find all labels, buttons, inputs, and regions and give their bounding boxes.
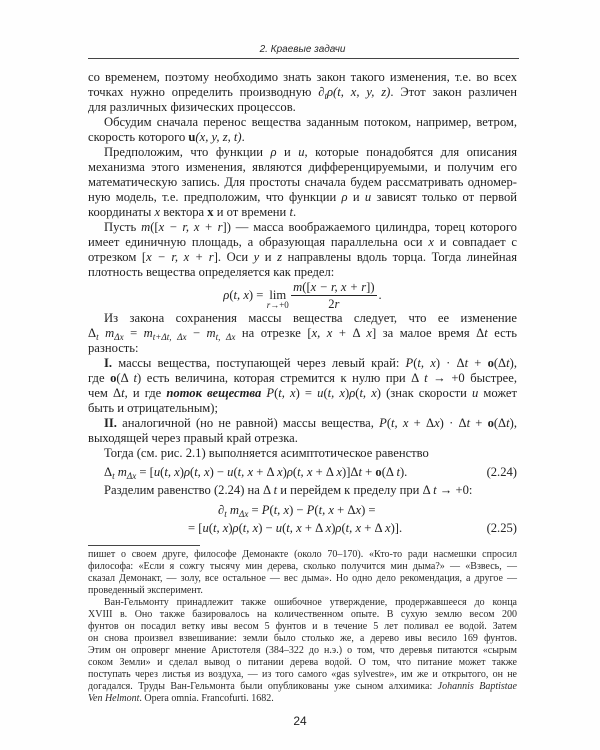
text-run: + — [362, 465, 376, 479]
math-italic: x — [385, 521, 391, 535]
text-run: + Δ — [253, 465, 278, 479]
math-italic: ρ — [270, 145, 277, 159]
limit-operator — [266, 288, 289, 310]
text-line — [88, 235, 517, 250]
math-subscript: t, Δx — [215, 331, 236, 342]
math-italic: ρ — [183, 465, 190, 479]
text-run: и совпадает с — [433, 235, 517, 249]
equation-body — [88, 519, 402, 537]
text-run: имеет единичную площадь, а образующая параллельна оси — [88, 235, 429, 249]
text-run: ) = — [361, 503, 376, 517]
text-run: ]) — [366, 279, 375, 294]
math-italic: t — [424, 371, 428, 385]
text-run: ), — [509, 416, 517, 430]
density-limit-equation — [88, 280, 517, 311]
text-run: ) − — [289, 503, 307, 517]
text-run: + Δ — [361, 521, 386, 535]
math-italic: x — [277, 465, 283, 479]
text-run: ную модель, т.е. предположим, что функции — [88, 190, 342, 204]
bold-text: x — [207, 205, 214, 219]
text-run: ] за малое время Δ — [371, 326, 485, 340]
text-run: ( — [229, 288, 234, 302]
text-run: ). — [399, 465, 408, 479]
math-italic: P — [306, 503, 315, 517]
math-italic: t — [289, 205, 293, 219]
text-line: математическую запись. Для простоты сначала будем рассматривать одномер- — [88, 175, 517, 189]
text-run: ( — [269, 503, 274, 517]
paragraph — [88, 446, 517, 461]
text-run: + Δ — [332, 326, 367, 340]
text-run: координаты — [88, 205, 155, 219]
text-line: выходящей через правый край отрезка. — [88, 431, 298, 445]
math-italic: m — [229, 503, 240, 517]
math-italic: x — [428, 235, 434, 249]
text-line — [88, 681, 517, 693]
text-run: зависят только от первой — [371, 190, 517, 204]
text-run: Разделим равенство (2.24) на Δ — [104, 483, 274, 497]
math-italic: t, x — [194, 465, 210, 479]
text-run: ([ — [302, 279, 311, 294]
fraction — [291, 280, 376, 312]
text-run: 2 — [328, 296, 335, 311]
text-line — [88, 190, 517, 205]
math-italic: t — [273, 483, 278, 497]
text-run: ]. Оси — [213, 250, 254, 264]
math-italic: t, x — [318, 503, 334, 517]
text-run: массы вещества, поступающей через левый край: — [112, 356, 406, 370]
math-italic: t — [396, 465, 400, 479]
math-italic: t, x — [417, 356, 436, 370]
text-run: ), — [509, 356, 517, 370]
text-run: = — [248, 503, 262, 517]
text-run: ) − — [258, 521, 276, 535]
math-italic: r — [266, 300, 271, 310]
text-line: Обсудим сначала перенос вещества заданным потоком, например, ветром, — [104, 115, 517, 129]
paragraph — [88, 220, 517, 280]
text-run: ([ — [150, 220, 159, 234]
math-italic: u — [227, 465, 234, 479]
text-run: отрезком [ — [88, 250, 147, 264]
text-run: = [ — [188, 521, 203, 535]
text-run: Δ — [88, 326, 97, 340]
text-run: есть — [487, 326, 518, 340]
text-run: ( — [413, 356, 418, 370]
math-italic: t, x — [327, 386, 345, 400]
bold-text: o — [487, 416, 494, 430]
text-line: Этим он опроверг мнение Аристотеля (384–322 до н.э.) о том, что деревья питаются «сырым — [88, 645, 517, 656]
text-line: для различных физических процессов. — [88, 100, 296, 114]
math-italic: u — [153, 465, 161, 479]
text-line: соком Земли» и сделал вывод о питании дерева водой. О том, что питание может также — [88, 657, 517, 668]
math-italic: x — [325, 521, 332, 535]
equation-number: (2.25) — [486, 521, 517, 535]
text-run: = [ — [136, 465, 154, 479]
paragraph — [88, 356, 517, 416]
math-italic: t, x — [359, 386, 377, 400]
text-run: ) есть величина, которая стремится к нулю при Δ — [137, 371, 425, 385]
math-italic: t, x — [345, 521, 362, 535]
math-italic: Johannis Baptistae — [437, 681, 517, 692]
lim-word: lim — [269, 288, 287, 302]
text-run: направлены вдоль торца. Тогда линейная — [282, 250, 517, 264]
text-line — [88, 250, 517, 265]
math-italic: x − r, x + r — [310, 279, 367, 294]
text-line: разность: — [88, 341, 139, 355]
equation-body — [88, 463, 407, 482]
text-run: ) = — [295, 386, 318, 400]
math-subscript: t — [324, 90, 327, 101]
math-italic: u — [364, 190, 372, 204]
text-run: ( — [355, 386, 360, 400]
text-run: )]. — [390, 521, 403, 535]
text-line — [88, 693, 517, 705]
text-line — [88, 356, 517, 371]
math-italic: x — [336, 465, 342, 479]
equation-number: (2.24) — [486, 465, 517, 479]
math-italic: t — [358, 465, 362, 479]
text-run: ( — [274, 386, 279, 400]
text-run: Пусть — [104, 220, 142, 234]
fraction-numerator — [291, 280, 376, 296]
math-italic: ρ — [341, 190, 348, 204]
text-run: и — [276, 145, 299, 159]
math-italic: t — [133, 371, 138, 385]
text-line: фунтов он посадил ветку ивы весом 5 фунтов и в течение 5 лет поливал ее водой. Затем — [88, 621, 517, 632]
math-italic: m — [143, 326, 153, 340]
text-run: ( — [160, 465, 165, 479]
math-italic: x — [154, 205, 161, 219]
text-run: ( — [323, 386, 328, 400]
text-run: , которые понадобятся для описания — [304, 145, 517, 159]
bold-text: o — [487, 356, 494, 370]
equation-2-24 — [88, 463, 517, 481]
text-run: догадался. Труды Ван-Гельмонта были опубликованы уже сыном алхимика: — [88, 681, 438, 692]
math-subscript: t+Δt, Δx — [152, 331, 187, 342]
text-run: + — [470, 416, 488, 430]
text-run: + Δ — [312, 465, 337, 479]
math-subscript: t — [96, 331, 99, 342]
header-rule — [88, 58, 519, 59]
text-line — [88, 386, 517, 401]
math-italic: r — [334, 296, 340, 311]
text-run: (Δ — [381, 465, 397, 479]
paragraph — [88, 483, 517, 498]
text-run: и — [347, 190, 365, 204]
math-italic: ρ — [223, 288, 230, 302]
text-line: Тогда (см. рис. 2.1) выполняется асимптотическое равенство — [104, 446, 429, 460]
math-subscript: Δx — [239, 508, 249, 519]
math-italic: t — [433, 483, 437, 497]
math-italic: P — [261, 503, 270, 517]
text-line — [88, 220, 517, 235]
text-line: проведенный эксперимент. — [88, 585, 203, 596]
text-run: + Δ — [333, 503, 356, 517]
math-italic: t, x — [273, 503, 290, 517]
math-italic: m — [105, 326, 115, 340]
text-run: ( — [208, 521, 213, 535]
paragraph — [88, 311, 517, 356]
bold-text: o — [110, 371, 117, 385]
emphasis-text: поток вещества — [166, 386, 262, 400]
text-line: быть и отрицательным); — [88, 401, 218, 415]
text-line: со временем, поэтому необходимо знать закон такого изменения, т.е. во всех — [88, 70, 517, 84]
text-run: + Δ — [408, 416, 435, 430]
math-italic: t — [464, 356, 469, 370]
text-run: Предположим, что функции — [104, 145, 271, 159]
paragraph — [88, 416, 517, 446]
paragraph — [88, 115, 517, 145]
equation-end: . — [378, 288, 382, 302]
math-italic: t, x — [297, 465, 313, 479]
text-line — [88, 371, 517, 386]
text-run: ∂ — [218, 503, 225, 517]
math-italic: t, x — [237, 465, 254, 479]
text-run: + Δ — [301, 521, 326, 535]
math-italic: t — [506, 416, 510, 430]
text-run: на отрезке [ — [235, 326, 312, 340]
text-line: пишет о своем друге, философе Демонакте (около 70–170). «Кто-то ради насмешки спросил — [88, 549, 517, 560]
math-italic: z — [277, 250, 283, 264]
math-italic: x — [355, 503, 362, 517]
text-run: ( — [292, 465, 298, 479]
text-run: ) — [331, 521, 336, 535]
text-line: Из закона сохранения массы вещества следует, что ее изменение — [104, 311, 517, 325]
text-run: чем Δ — [88, 386, 122, 400]
bold-text: II. — [104, 416, 117, 430]
text-run: . Этот закон различен — [390, 85, 517, 99]
text-run: + — [468, 356, 488, 370]
math-italic: P — [266, 386, 275, 400]
math-italic: P — [405, 356, 414, 370]
text-run: аналогичной (но не равной) массы вещества, — [116, 416, 380, 430]
math-italic: ρ — [335, 521, 342, 535]
math-italic: t, x — [391, 416, 409, 430]
text-run: ( — [189, 465, 195, 479]
math-subscript: t — [112, 470, 115, 481]
math-italic: t, x — [233, 288, 249, 302]
bold-text: o — [375, 465, 382, 479]
math-italic: x − r, x + r — [158, 220, 223, 234]
text-run: (Δ — [493, 356, 507, 370]
text-run: = — [123, 326, 144, 340]
math-italic: x, x — [311, 326, 333, 340]
text-line — [88, 130, 517, 145]
math-italic: x − r, x + r — [146, 250, 214, 264]
text-run: может — [478, 386, 517, 400]
text-run: ) = — [248, 288, 264, 302]
math-italic: P — [379, 416, 387, 430]
main-text — [88, 70, 517, 537]
text-run: ) (знак скорости — [376, 386, 473, 400]
math-italic: t — [466, 416, 471, 430]
text-run: ( — [282, 521, 287, 535]
text-run: )]Δ — [342, 465, 359, 479]
equation-row — [88, 501, 517, 519]
text-run: →+0 — [270, 300, 289, 310]
text-line: плотность вещества определяется как предел: — [88, 265, 335, 279]
math-italic: m — [117, 465, 127, 479]
math-italic: (x, y, z, t) — [195, 130, 242, 144]
text-run: ( — [238, 521, 243, 535]
footnotes — [88, 549, 517, 705]
paragraph — [88, 145, 517, 220]
footnote-paragraph — [88, 597, 517, 705]
text-run: ) — [179, 465, 184, 479]
bold-text: I. — [104, 356, 113, 370]
math-italic: x — [366, 326, 372, 340]
text-line — [88, 416, 517, 431]
equation-row — [88, 519, 517, 537]
text-run: → +0 быстрее, — [427, 371, 517, 385]
bold-text: u — [188, 130, 196, 144]
text-run: . — [241, 130, 245, 144]
equation-2-25 — [88, 501, 517, 537]
text-run: скорость которого — [88, 130, 189, 144]
equation-body — [88, 501, 376, 520]
text-run: ) − — [209, 465, 228, 479]
text-line: XVIII в. Оно также базировалось на количественном опыте. В сухую землю весом 200 — [88, 609, 517, 620]
text-line: сказал Демонакт, — золу, все остальное — вес дыма». Но одно дело рекомендация, а другое — — [88, 573, 517, 584]
text-run: . — [292, 205, 297, 219]
math-italic: m — [293, 279, 303, 294]
text-run: ( — [341, 521, 346, 535]
math-italic: t — [121, 386, 125, 400]
lim-subscript — [267, 301, 289, 310]
text-line: он снова произвел взвешивание: земли было столько же, а дерево ивы весило 169 фунтов. — [88, 633, 517, 644]
paragraph — [88, 70, 517, 115]
page-number: 24 — [293, 714, 307, 728]
text-run: ) · Δ — [435, 356, 465, 370]
math-italic: t, x — [212, 521, 229, 535]
math-italic: t — [506, 356, 510, 370]
text-run: точках нужно определить производную — [88, 85, 319, 99]
text-run: . Opera omnia. Francofurti. 1682. — [139, 693, 274, 704]
text-run: ) · Δ — [439, 416, 467, 430]
fraction-denominator — [328, 296, 339, 312]
math-italic: u — [275, 521, 283, 535]
math-subscript: Δx — [126, 470, 137, 481]
text-run: ) — [344, 386, 350, 400]
math-italic: t, x — [278, 386, 296, 400]
math-italic: u — [298, 145, 305, 159]
text-line — [88, 483, 517, 498]
math-italic: ρ — [232, 521, 239, 535]
math-italic: y — [253, 250, 260, 264]
math-italic: u — [317, 386, 324, 400]
text-run: , и где — [124, 386, 167, 400]
math-italic: u — [472, 386, 479, 400]
text-run: ( — [314, 503, 319, 517]
text-run: ]) — масса воображаемого цилиндра, торец которого — [222, 220, 517, 234]
text-run: Δ — [104, 465, 113, 479]
text-run: ( — [233, 465, 238, 479]
text-run: где — [88, 371, 111, 385]
text-line: механизма этого изменения, являются дифференцируемыми, и получим его — [88, 160, 517, 174]
text-run: − — [186, 326, 207, 340]
math-italic: m — [141, 220, 151, 234]
text-run: ) — [228, 521, 233, 535]
running-head: 2. Краевые задачи — [259, 44, 346, 55]
math-subscript: t — [224, 508, 227, 519]
text-line — [88, 145, 517, 160]
math-italic: Ven Helmont — [88, 693, 140, 704]
math-italic: x — [434, 416, 440, 430]
text-run: (Δ — [493, 416, 507, 430]
math-italic: ρ(t, x, y, z) — [327, 85, 391, 99]
text-run: вектора — [160, 205, 208, 219]
text-run: ) — [282, 465, 287, 479]
math-italic: u — [202, 521, 209, 535]
math-italic: ρ — [349, 386, 356, 400]
footnote-rule — [88, 545, 200, 546]
text-line: философа: «Если я сожгу тысячу мин дерева, сколько получится мин дыма?» — «Взвесь, — — [88, 561, 517, 572]
text-run: и перейдем к пределу при Δ — [277, 483, 434, 497]
text-run: → +0: — [436, 483, 473, 497]
footnote-paragraph — [88, 549, 517, 597]
text-line — [88, 85, 517, 100]
math-italic: t, x — [286, 521, 302, 535]
text-run: ∂ — [318, 85, 325, 99]
text-line — [88, 205, 517, 220]
text-run: и — [259, 250, 278, 264]
text-run: ( — [386, 416, 392, 430]
text-line: поступать через листья из воздуха, — из того самого «gas sylvestre», им же и открытого, он не — [88, 669, 517, 680]
equation-lhs — [223, 288, 263, 303]
text-line: Ван-Гельмонту принадлежит также ошибочное утверждение, продержавшееся до конца — [104, 597, 517, 608]
math-italic: m — [206, 326, 216, 340]
text-run: (Δ — [116, 371, 134, 385]
text-line — [88, 326, 517, 341]
math-italic: t, x — [242, 521, 259, 535]
math-subscript: Δx — [114, 331, 124, 342]
text-run: и от времени — [213, 205, 290, 219]
math-italic: ρ — [286, 465, 293, 479]
math-italic: t — [484, 326, 488, 340]
math-italic: t, x — [164, 465, 180, 479]
